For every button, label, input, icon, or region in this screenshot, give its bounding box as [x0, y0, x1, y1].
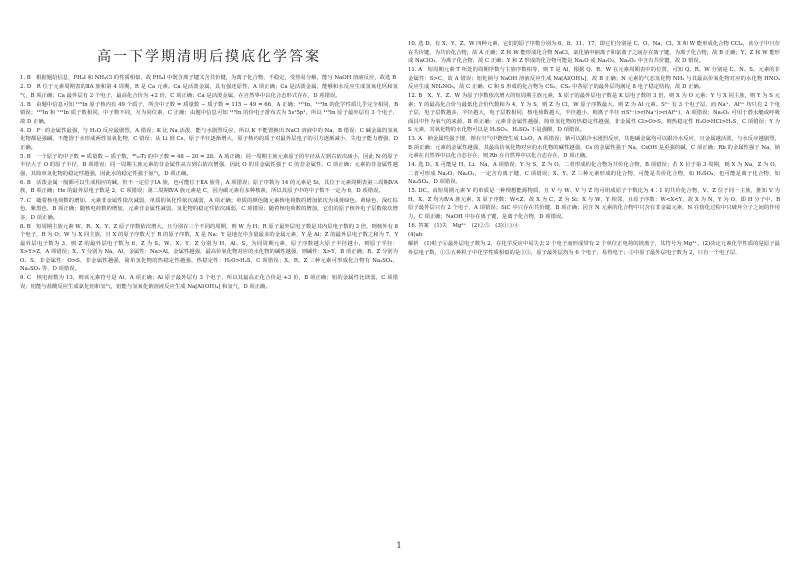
answer-paragraph: 6. B 活泼金属一般都可以生成相应的碱，但不一定位于ⅠA 族，也可能位于ⅡA 族等，A 项错误；原子序数为 14 的元素是 Si，其位于元素周期表第三周期ⅣA 族，B 项正确；He 的最外层电子数是 2，C 项错误；第二周期ⅣA 族元素是 C，因为碳元素有多种核素，所以其原子中的中子数不一定为 6，D 项错误。	[20, 179, 398, 195]
answer-paragraph: 解析 (1)粒子⑥最外层电子数为 2，在化学反应中易失去 2 个电子而形成带有 2 个单位正电荷的镁离子，其符号为 Mg²⁺。(2)决定元素化学性质的是原子最外层电子数，①⑤五种粒子中化学性质相似的是②⑤，原子最外层均为 6 个电子，易得电子；③中原子最外层电子数为 2，只有一个电子层，	[408, 241, 780, 256]
answer-paragraph: 3. B 由题中信息可知 ¹¹⁵In 原子核内有 49 个质子，所含中子数 = 质量数 − 质子数 = 115 − 49 = 66，A 正确；¹¹⁵In、¹¹³In 的化学性质几乎完全相同，B 错误；¹¹⁵In 和 ¹¹³In 质子数相同，中子数不同，互为同位素，C 正确；由题中信息可知 ¹¹⁵In 的价电子排布式为 5s²5p¹，所以 ¹¹⁵In 原子最外层有 3 个电子，故 D 正确。	[20, 101, 398, 125]
answer-paragraph: 4. D F⁻ 的金属性最强，与 H₂O 反应最剧烈，A 错误；K 比 Na 活泼，能与水剧烈反应，所以 K 不能置换出 NaCl 溶液中的 Na，B 错误；C 碱金属的氢氧化物都是强碱，不能溶于水形成两性氢氧化物，C 错误；从 Li 到 Cs，原子半径逐渐增大，原子核内的质子对最外层电子的引力逐渐减小，失电子能力增强，D 正确。	[20, 127, 398, 151]
answer-paragraph: 7. C 随着核电荷数的增加，元素非金属性依次减弱，单质的氧化性依次减弱，A 项正确；单质的颜色随元素核电荷数的增加依次为浅黄绿色、黄绿色、深红棕色、紫黑色，B 项正确；随核电荷数的增加，元素非金属性减弱，氢化物的稳定性依次减弱，C 项错误；随着核电荷数的增加，它们的原子核外电子层数依次增多，D 项正确。	[20, 197, 398, 221]
answer-paragraph: 1. B 根据题给信息，PH₄I 和 NH₄Cl 的性质相似，故 PH₄I 中既含离子键又含共价键，为离子化合物，不稳定，受热易分解，能与 NaOH 溶液反应，故选 B	[20, 75, 396, 81]
right-column	[408, 40, 780, 544]
left-column	[20, 74, 398, 552]
page-title: 高一下学期清明后摸底化学答案	[97, 49, 321, 65]
answer-paragraph: 2. D R 位于元素周期表的ⅡA 族和第 4 周期，R 是 Ca 元素。Ca 是活泼金属，具有强还原性，A 项正确；Ca 是活泼金属，能够和水反应生成氢氧化钙和氢气，B 项正确；Ca 最外层有 2 个电子，最高化合价为 +2 价，C 项正确；Ca 是活泼金属，在自然界中以化合态形式存在，D 项错误。	[20, 84, 398, 99]
answer-paragraph: 13. A 钠金属性强于锂，锂在空气中燃烧生成 Li₂O，A 项错误；钠可以跟冷水剧烈反应，其他碱金属均可以跟冷水反应，且金属越活泼，与水反应越剧烈，B 项正确；元素的金属性越强，其最高价氧化物对应的水化物的碱性越强，Cs 的金属性强于 Na，CsOH 是更强的碱，C 项正确；Rb 的金属性强于 Na，钠元素在自然界中以化合态存在，则 Rb 在自然界中以化合态存在，D 项正确。	[408, 136, 780, 160]
answer-paragraph: 10. 选 D。有 X、Y、Z、W 四种元素，它们的原子序数分别为 6、8、11、17，即它们分别是 C、O、Na、Cl。X 和 W 能形成化合物 CCl₄，该分子中只存在共价键，为共价化合物，故 A 正确；Z 和 W 能形成化合物 NaCl，氯化钠中钠离子和氯离子之间存在离子键，为离子化合物，故 B 正确；Y、Z 和 W 能形成 NaClO₃，为离子化合物，故 C 正确；Y 和 Z 形成的化合物可能是 Na₂O 或 Na₂O₂，Na₂O₂ 中含有共价键，故 D 错误。	[408, 41, 780, 64]
answer-paragraph: 9. C 核电荷数为 13，则该元素符号是 Al，A 项正确；Al 原子最外层有 3 个电子，所以其最高正化合价是 +3 价，B 项正确；铝的金属性比镁弱，C 项错误；铝能与盐酸反应生成氯化铝和氢气，铝能与氢氧化钠溶液反应生成 Na[Al(OH)₄] 和氢气，D 项正确。	[20, 275, 398, 290]
answer-paragraph: 8. B 短周期主族元素 W、R、X、Y、Z 原子序数依次增大，且分别在三个不同的周期，则 W 为 H；R 原子最外层电子数是其内层电子数的 3 倍，则核外有 8 个电子，R 为 O；W 与 X 同主族，且 X 的原子序数大于 R 的原子序数，X 是 Na；Y 是地壳中含量最多的金属元素，Y 是 Al；Z 的最外层电子数之和为 7，Y 最外层电子数为 3，则 Z 的最外层电子数为 6，Z 为 S。W、X、Y、Z 分别为 H、Al、S，为同周期元素，原子序数越大原子半径越小，则原子半径：X>Y>Z，A 项错误；X、Y 分别为 Na、Al，金属性：Na>Al，金属性越强，最高价氧化物对应的水化物的碱性越强，则碱性：X>Y，B 项正确；R、Z 分别为 O、S，非金属性：O>S，非金属性越强，简单氢化物的热稳定性越强，热稳定性：H₂O>H₂S，C 项错误；X、R、Z 三种元素可形成化合物有 Na₂SO₄、Na₂SO₃ 等，D 项错误。	[20, 223, 398, 273]
answer-paragraph: (4)ab	[408, 232, 423, 239]
page-number: 1	[396, 541, 402, 550]
answer-paragraph: 11. A 短周期元素 T 所处的周期序数与主族序数相等，则 T 是 Al，根据 Q、R、W 在元素周期表中的位置，可知 Q、R、W 分别是 C、N、S。元素的非金属性：S>C，故 A 错误；铝化钠与 NaOH 溶液反应生成 Na[Al(OH)₄]，故 B 正确；N 元素的气态氢化物 NH₃ 与其最高价氧化物对应的水化物 HNO₃ 反应生成 NH₄NO₃，故 C 正确；C 和 S 形成的化合物为 CS₂，CS₂ 中各原子的最外层均满足 8 电子稳定结构，故 D 正确。	[408, 67, 780, 91]
answer-paragraph: 14. 选 D。X 可能是 H、Li、Na，A 项错误；Y 为 S，Z 为 O，二者形成的化合物为共价化合物，B 项错误；若 X 位于第 3 周期，则 X 为 Na，Z 为 O，二者可形成 Na₂O、Na₂O₂，一定含有离子键，C 项错误；X、Y、Z 三种元素形成的化合物，可能是共价化合物，如 H₂SO₄，也可能是离子化合物，如 Na₂SO₄，D 项错误。	[408, 162, 780, 186]
answer-paragraph: 15. DC。由短周期元素 V 的单质是一种理想能源物质，且 V 与 W、V 与 Z 均可组成原子个数比为 4∶1 的共价化合物，V、Z 位于同一主族，推知 V 为 H，X、Z 均为ⅣA 族元素，X 原子序数：W<Z，故 X 为 C，Z 为 Si；X 与 W，Y 相邻，且原子序数：W<X<Y，故 X 为 N，Y 为 O，即 H 分子中，B 原子最外层只有 2 个电子，A 项错误；SiC 中只存在共价键，B 项正确；因含 N 元素的化合物中只含有非金属元素，N 在熔化过程中只破坏分子之间的作用力，C 项正确；NaOH 中存在离子键，是离子化合物，D 项错误。	[408, 188, 780, 220]
answer-paragraph: 12. B X、Y、Z、W 为原子序数依次增大的短周期主族元素，X 原子的最外层电子数是 K 层电子数的 3 倍，则 X 为 O 元素；Y 与 X 同主族，则 Y 为 S 元素；Y 的最高化合价与最低化合价代数和为 4，Y 为 S，则 Z 为 Cl，W 原子序数最大，则 Z 为 Al 元素。S²⁻ 有 3 个电子层，而 Na⁺、Al³⁺ 均只有 2 个电子层，电子层数越多，半径越大，电子层数相同，核电荷数越大，半径越小，则离子半径 r(S²⁻)>r(Na⁺)>r(Al³⁺)，A 项错误；Na₂O₂ 可用于潜水艇或呼吸面具中作为氧气的来源，B 项正确；元素非金属性越强，简单氢化物的热稳定性越强，非金属性 Cl>O>S，则热稳定性 H₂O>HCl>H₂S，C 项错误；Y 为 S 元素，其氧化物的水化物可以是 H₂SO₃、H₂SO₄ 不是强酸，D 项错误。	[408, 93, 780, 134]
answer-paragraph: 5. B 一个原子的中子数 = 质量数 − 质子数，⁴⁸₂₀Ti 的中子数 = 48 − 20 = 28，A 项正确；同一周期主族元素原子的半径从左到右依次减小，因此 N 的原子半径大于 O 的原子半径，B 项错误；同一周期主族元素的非金属性从左到右依次增强，因此 O 的非金属性强于 C 的非金属性，C 项正确；元素的非金属性越强，其简单氢化物的稳定性越强，因此水的稳定性强于氨气，D 项正确。	[20, 153, 398, 177]
answer-paragraph: 16. 答案 (1)失 Mg²⁺ (2)②⑤ (3)①③④	[408, 223, 519, 230]
